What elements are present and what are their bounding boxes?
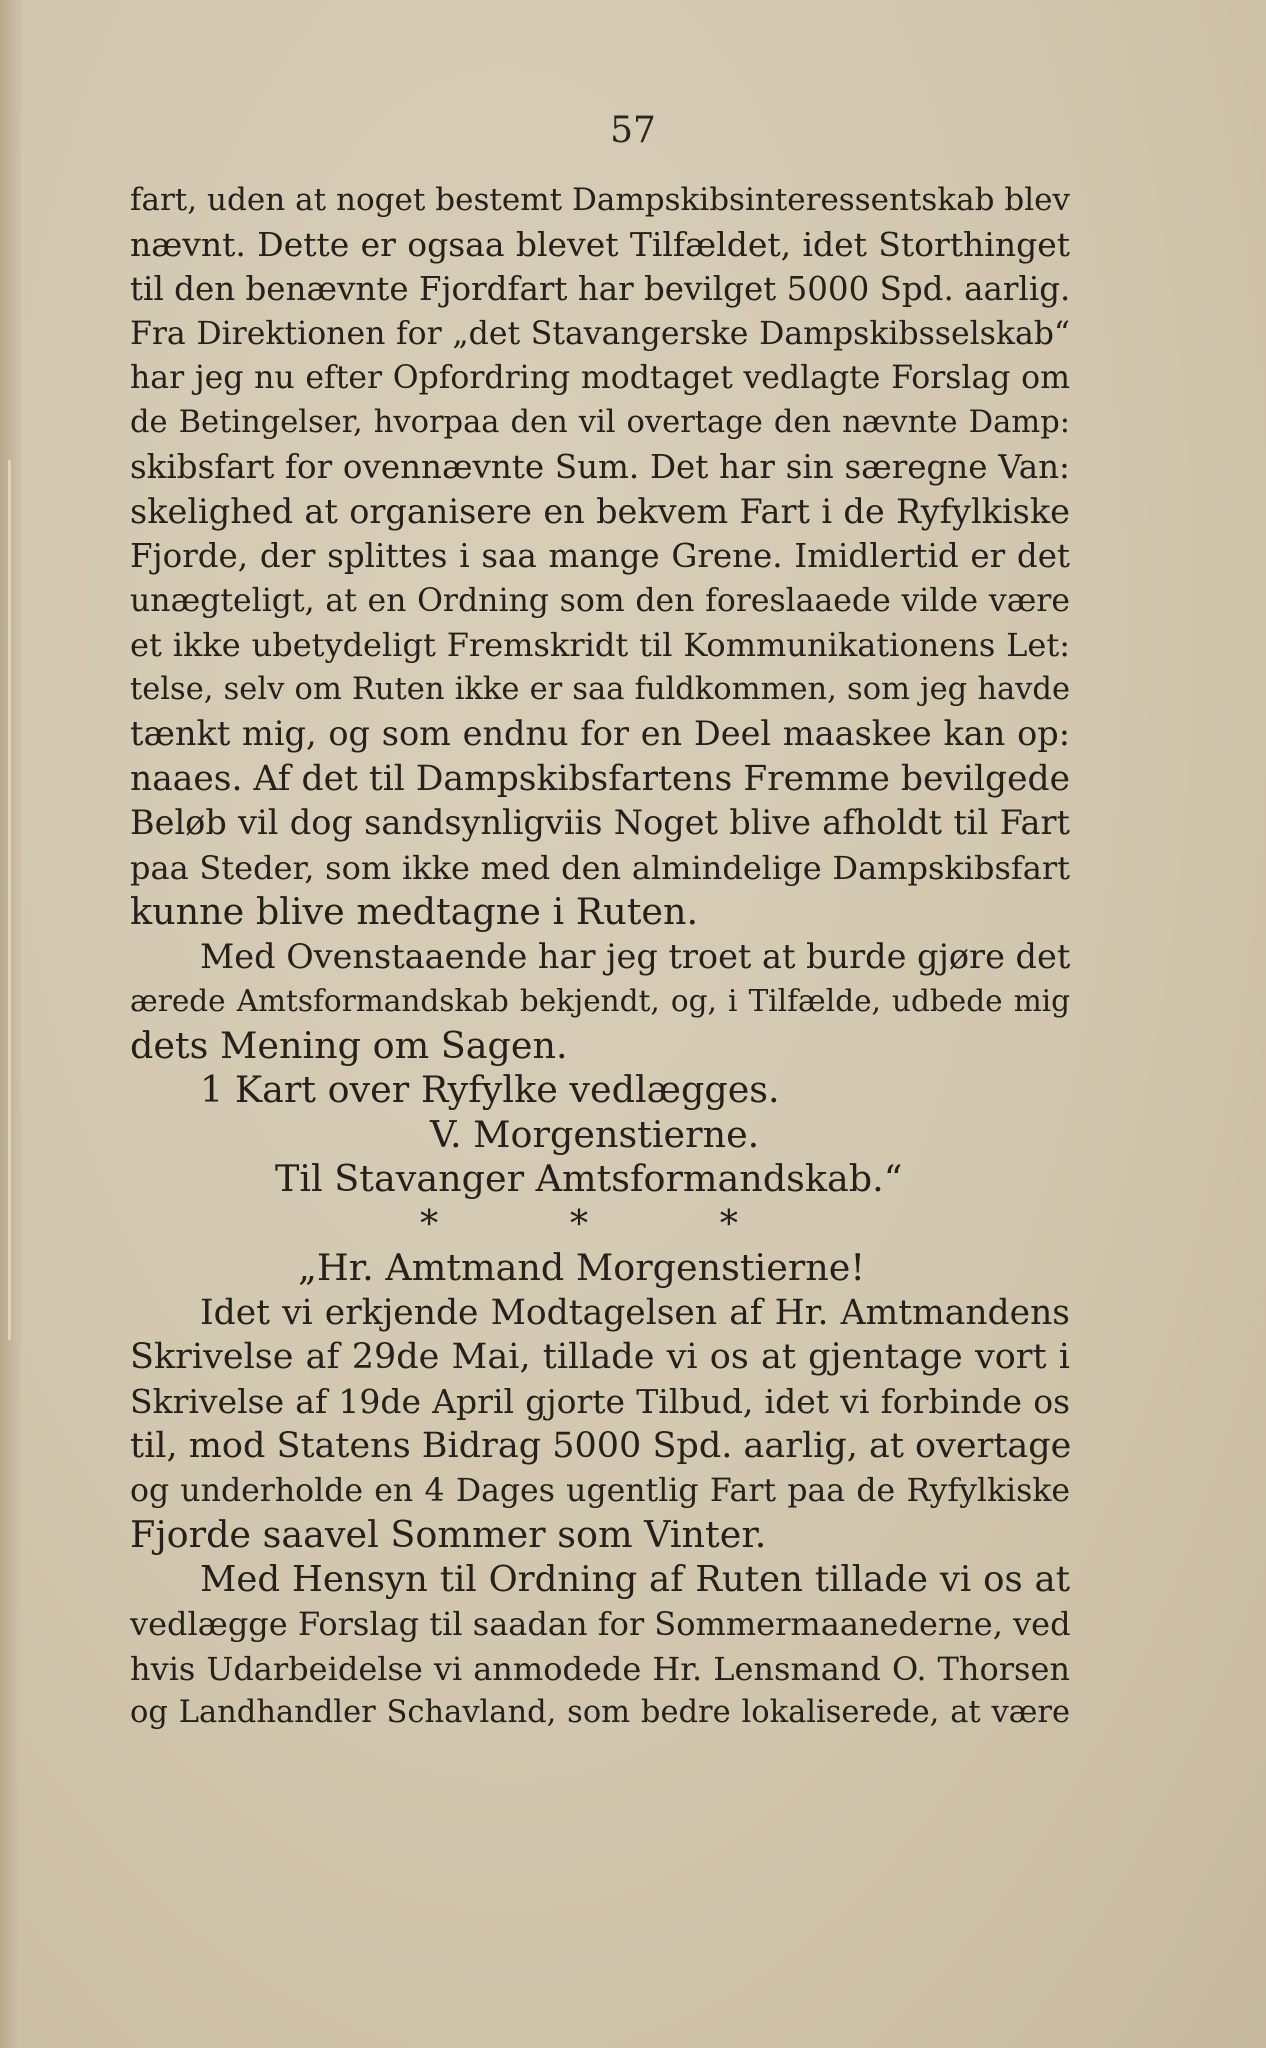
paragraph-first-line: Med Ovenstaaende har jeg troet at burde gjøre det (200, 936, 1071, 976)
text-line: fart, uden at noget bestemt Dampskibsinteressentskab blev (130, 182, 1070, 218)
text-line: skibsfart for ovennævnte Sum. Det har sin særegne Van: (130, 448, 1070, 486)
text-line: Fjorde, der splittes i saa mange Grene. Imidlertid er det (130, 537, 1070, 575)
text-line: hvis Udarbeidelse vi anmodede Hr. Lensmand O. Thorsen (130, 1649, 1070, 1688)
text-line: unægteligt, at en Ordning som den foreslaaede vilde være (130, 582, 1070, 619)
text-line: og underholde en 4 Dages ugentlig Fart paa de Ryfylkiske (130, 1472, 1070, 1509)
addressee-line: Til Stavanger Amtsformandskab.“ (275, 1157, 903, 1200)
text-line: paa Steder, som ikke med den almindelige Dampskibsfart (130, 848, 1070, 887)
text-line: Skrivelse af 19de April gjorte Tilbud, idet vi forbinde os (130, 1381, 1070, 1421)
text-line: skelighed at organisere en bekvem Fart i de Ryfylkiske (130, 491, 1070, 531)
text-line: naaes. Af det til Dampskibsfartens Fremme bevilgede (130, 758, 1070, 799)
text-line: har jeg nu efter Opfordring modtaget vedlagte Forslag om (130, 360, 1070, 396)
text-line: Beløb vil dog sandsynligviis Noget blive afholdt til Fart (130, 803, 1070, 842)
text-line: tænkt mig, og som endnu for en Deel maaskee kan op: (130, 714, 1070, 753)
text-line: til, mod Statens Bidrag 5000 Spd. aarlig, at overtage (130, 1426, 1072, 1466)
text-line: et ikke ubetydeligt Fremskridt til Kommunikationens Let: (130, 626, 1070, 664)
text-line: Fjorde saavel Sommer som Vinter. (130, 1513, 767, 1556)
page-number: 57 (610, 110, 656, 151)
text-line: ærede Amtsformandskab bekjendt, og, i Tilfælde, udbede mig (130, 984, 1070, 1018)
body-text (130, 178, 1070, 1736)
salutation-line: „Hr. Amtmand Morgenstierne! (298, 1246, 866, 1289)
signature-line: V. Morgenstierne. (430, 1112, 760, 1156)
page-crease (8, 460, 11, 1340)
enclosure-note: 1 Kart over Ryfylke vedlægges. (200, 1068, 780, 1111)
text-line: vedlægge Forslag til saadan for Sommermaanederne, ved (130, 1605, 1071, 1643)
text-line: kunne blive medtagne i Ruten. (130, 890, 699, 933)
text-line: til den benævnte Fjordfart har bevilget 5000 Spd. aarlig. (130, 270, 1071, 308)
text-line: nævnt. Dette er ogsaa blevet Tilfældet, idet Storthinget (130, 224, 1070, 264)
text-line: telse, selv om Ruten ikke er saa fuldkommen, som jeg havde (130, 671, 1070, 707)
paragraph-first-line: Idet vi erkjende Modtagelsen af Hr. Amtmandens (200, 1292, 1070, 1333)
text-line: de Betingelser, hvorpaa den vil overtage den nævnte Damp: (130, 404, 1070, 440)
text-line: Fra Direktionen for „det Stavangerske Dampskibsselskab“ (130, 315, 1070, 352)
text-line: og Landhandler Schavland, som bedre lokaliserede, at være (130, 1695, 1070, 1730)
text-line: dets Mening om Sagen. (130, 1023, 568, 1067)
text-line: Skrivelse af 29de Mai, tillade vi os at gjentage vort i (130, 1337, 1070, 1377)
page-binding-shadow (0, 0, 22, 2048)
section-separator-asterisks: * * * (420, 1201, 738, 1245)
paragraph-first-line: Med Hensyn til Ordning af Ruten tillade vi os at (200, 1558, 1070, 1600)
